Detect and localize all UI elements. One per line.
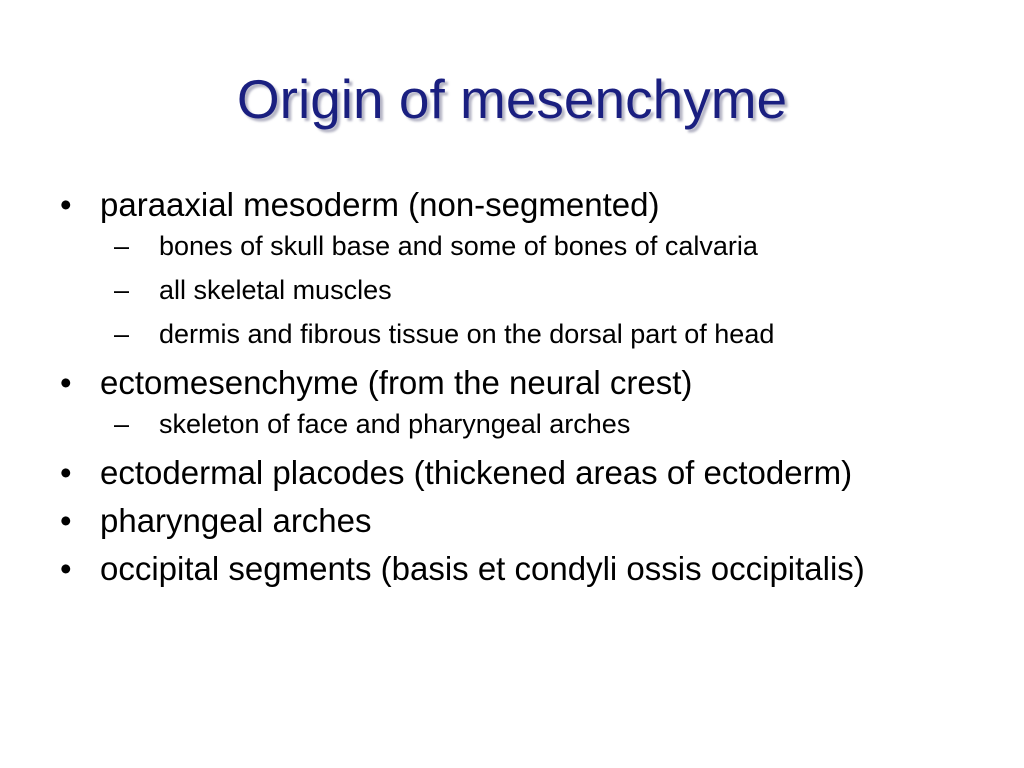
bullet-text: ectomesenchyme (from the neural crest)	[100, 364, 693, 401]
bullet-item-ectodermal-placodes	[60, 452, 960, 493]
bullet-item-occipital-segments	[60, 548, 960, 589]
bullet-text: occipital segments (basis et condyli ossis occipitalis)	[100, 550, 865, 587]
sub-dash: –	[114, 409, 130, 439]
bullet-dot: •	[60, 454, 72, 491]
sub-item-text: all skeletal muscles	[159, 275, 392, 305]
sub-dash: –	[114, 319, 130, 349]
bullet-text: pharyngeal arches	[100, 502, 372, 539]
sub-dash: –	[114, 231, 130, 261]
bullet-list	[60, 184, 960, 596]
sub-item-skull-base	[114, 230, 960, 263]
bullet-item-pharyngeal-arches	[60, 500, 960, 541]
sub-item-skeletal-muscles	[114, 274, 960, 307]
sub-dash: –	[114, 275, 130, 305]
bullet-text: ectodermal placodes (thickened areas of ectoderm)	[100, 454, 853, 491]
bullet-item-ectomesenchyme	[60, 362, 960, 441]
sub-item-dermis	[114, 318, 960, 351]
sub-item-text: skeleton of face and pharyngeal arches	[159, 409, 631, 439]
slide-title: Origin of mesenchyme	[236, 68, 788, 130]
sub-list	[100, 408, 960, 441]
bullet-item-paraaxial-mesoderm	[60, 184, 960, 351]
bullet-dot: •	[60, 550, 72, 587]
sub-item-skeleton-of-face	[114, 408, 960, 441]
sub-item-text: bones of skull base and some of bones of calvaria	[159, 231, 758, 261]
sub-list	[100, 230, 960, 351]
sub-item-text: dermis and fibrous tissue on the dorsal part of head	[159, 319, 775, 349]
bullet-dot: •	[60, 186, 72, 223]
bullet-text: paraaxial mesoderm (non-segmented)	[100, 186, 660, 223]
bullet-dot: •	[60, 364, 72, 401]
bullet-dot: •	[60, 502, 72, 539]
